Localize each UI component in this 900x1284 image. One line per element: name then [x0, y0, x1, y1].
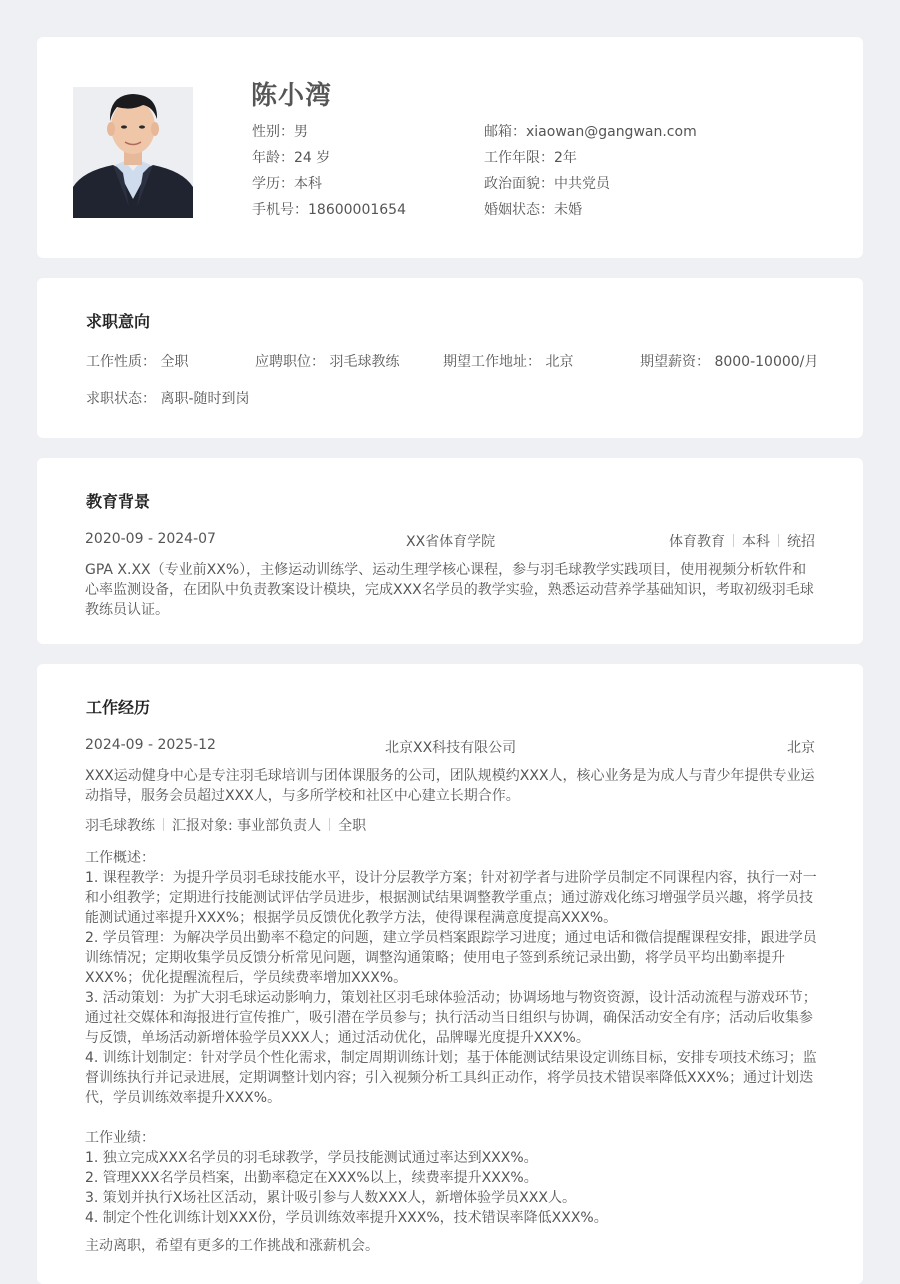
position-field — [255, 351, 399, 371]
age-label: 年龄： — [252, 150, 294, 166]
education-card — [37, 458, 863, 644]
marital-status-row — [484, 199, 582, 219]
candidate-name: 陈小湾 — [251, 81, 333, 111]
overview-item: 2. 学员管理：为解决学员出勤率不稳定的问题，建立学员档案跟踪学习进度；通过电话和微信提醒课程安排，跟进学员训练情况；定期收集学员反馈分析常见问题，调整沟通策略；使用电子签到系统记录出勤，将学员平均出勤率提升XXX%；优化提醒流程后，学员续费率增加XXX%。 — [85, 930, 817, 986]
education-tags — [669, 531, 815, 551]
political-status-value: 中共党员 — [554, 176, 610, 192]
divider — [733, 534, 734, 547]
job-status-field — [86, 388, 250, 408]
location-value: 北京 — [545, 354, 574, 370]
marital-status-value: 未婚 — [554, 202, 582, 218]
divider — [778, 534, 779, 547]
section-title: 教育背景 — [86, 492, 151, 511]
company-description: XXX运动健身中心是专注羽毛球培训与团体课服务的公司，团队规模约XXX人，核心业务是为成人与青少年提供专业运动指导，服务会员超过XXX人，与多所学校和社区中心建立长期合作。 — [85, 768, 815, 804]
education-level-value: 本科 — [294, 176, 322, 192]
work-experience-card — [37, 664, 863, 1284]
political-status-row — [484, 173, 610, 193]
divider — [329, 818, 330, 831]
report-to-tag: 汇报对象: 事业部负责人 — [172, 818, 322, 834]
work-period: 2024-09 - 2025-12 — [85, 737, 216, 753]
location-field — [443, 351, 573, 371]
email-row — [484, 121, 697, 141]
work-years-row — [484, 147, 577, 167]
salary-field — [640, 351, 818, 371]
overview-item: 3. 活动策划：为扩大羽毛球运动影响力，策划社区羽毛球体验活动；协调场地与物资资源，设计活动流程与游戏环节；通过社交媒体和海报进行宣传推广，吸引潜在学员参与；执行活动当日组织与协调，确保活动安全有序；活动后收集参与反馈，单场活动新增体验学员XXX人；通过活动优化，品牌曝光度提升XXX%。 — [85, 990, 817, 1046]
phone-row — [252, 199, 406, 219]
gender-value: 男 — [294, 124, 308, 140]
employment-type-tag: 全职 — [338, 818, 367, 834]
job-intent-card — [37, 278, 863, 438]
job-status-value: 离职-随时到岗 — [160, 391, 250, 407]
phone-value: 18600001654 — [308, 202, 406, 218]
education-level-label: 学历： — [252, 176, 294, 192]
achievements-title: 工作业绩： — [85, 1130, 155, 1146]
profile-card — [37, 37, 863, 258]
overview-item: 1. 课程教学：为提升学员羽毛球技能水平，设计分层教学方案；针对初学者与进阶学员制定不同课程内容，执行一对一和小组教学；定期进行技能测试评估学员进步，根据测试结果调整教学重点；通过游戏化练习增强学员兴趣，将学员技能测试通过率提升XXX%；根据学员反馈优化教学方法，使得课程满意度提高XXX%。 — [85, 870, 817, 926]
salary-value: 8000-10000/月 — [714, 354, 819, 370]
political-status-label: 政治面貌： — [484, 176, 554, 192]
age-row — [252, 147, 330, 167]
position-label: 应聘职位： — [255, 354, 325, 370]
overview-title: 工作概述： — [85, 850, 155, 866]
position-value: 羽毛球教练 — [329, 354, 400, 370]
marital-status-label: 婚姻状态： — [484, 202, 554, 218]
email-label: 邮箱： — [484, 124, 526, 140]
role-tag: 羽毛球教练 — [85, 818, 155, 834]
phone-label: 手机号： — [252, 202, 308, 218]
gender-label: 性别： — [252, 124, 294, 140]
overview-item: 4. 训练计划制定：针对学员个性化需求，制定周期训练计划；基于体能测试结果设定训练目标，安排专项技术练习；监督训练执行并记录进展，定期调整计划内容；引入视频分析工具纠正动作，将学员技术错误率降低XXX%；通过计划迭代，学员训练效率提升XXX%。 — [85, 1050, 817, 1106]
company-name: 北京XX科技有限公司 — [385, 740, 517, 756]
school-name: XX省体育学院 — [406, 534, 496, 550]
leave-reason: 主动离职，希望有更多的工作挑战和涨薪机会。 — [85, 1238, 379, 1254]
major-tag: 体育教育 — [669, 534, 725, 550]
salary-label: 期望薪资： — [640, 354, 710, 370]
work-years-label: 工作年限： — [484, 150, 554, 166]
education-level-row — [252, 173, 322, 193]
job-type-label: 工作性质： — [86, 354, 156, 370]
job-type-value: 全职 — [160, 354, 189, 370]
gender-row — [252, 121, 308, 141]
achievement-item: 2. 管理XXX名学员档案，出勤率稳定在XXX%以上，续费率提升XXX%。 — [85, 1170, 538, 1186]
education-period: 2020-09 - 2024-07 — [85, 531, 216, 547]
achievement-item: 3. 策划并执行X场社区活动，累计吸引参与人数XXX人，新增体验学员XXX人。 — [85, 1190, 576, 1206]
age-value: 24 岁 — [294, 150, 331, 166]
location-label: 期望工作地址： — [443, 354, 541, 370]
education-description: GPA X.XX（专业前XX%），主修运动训练学、运动生理学核心课程，参与羽毛球教学实践项目，使用视频分析软件和心率监测设备，在团队中负责教案设计模块，完成XXX名学员的教学实验，熟悉运动营养学基础知识，考取初级羽毛球教练员认证。 — [85, 562, 814, 618]
work-city: 北京 — [787, 740, 815, 756]
degree-tag: 本科 — [742, 534, 770, 550]
role-tags — [85, 815, 366, 835]
achievement-item: 1. 独立完成XXX名学员的羽毛球教学，学员技能测试通过率达到XXX%。 — [85, 1150, 538, 1166]
enrollment-tag: 统招 — [787, 534, 815, 550]
job-status-label: 求职状态： — [86, 391, 156, 407]
work-years-value: 2年 — [554, 150, 577, 166]
achievement-item: 4. 制定个性化训练计划XXX份，学员训练效率提升XXX%，技术错误率降低XXX%。 — [85, 1210, 608, 1226]
email-value[interactable]: xiaowan@gangwan.com — [526, 124, 697, 140]
section-title: 求职意向 — [86, 312, 151, 331]
section-title: 工作经历 — [86, 698, 151, 717]
divider — [163, 818, 164, 831]
avatar — [73, 87, 193, 218]
job-type-field — [86, 351, 188, 371]
